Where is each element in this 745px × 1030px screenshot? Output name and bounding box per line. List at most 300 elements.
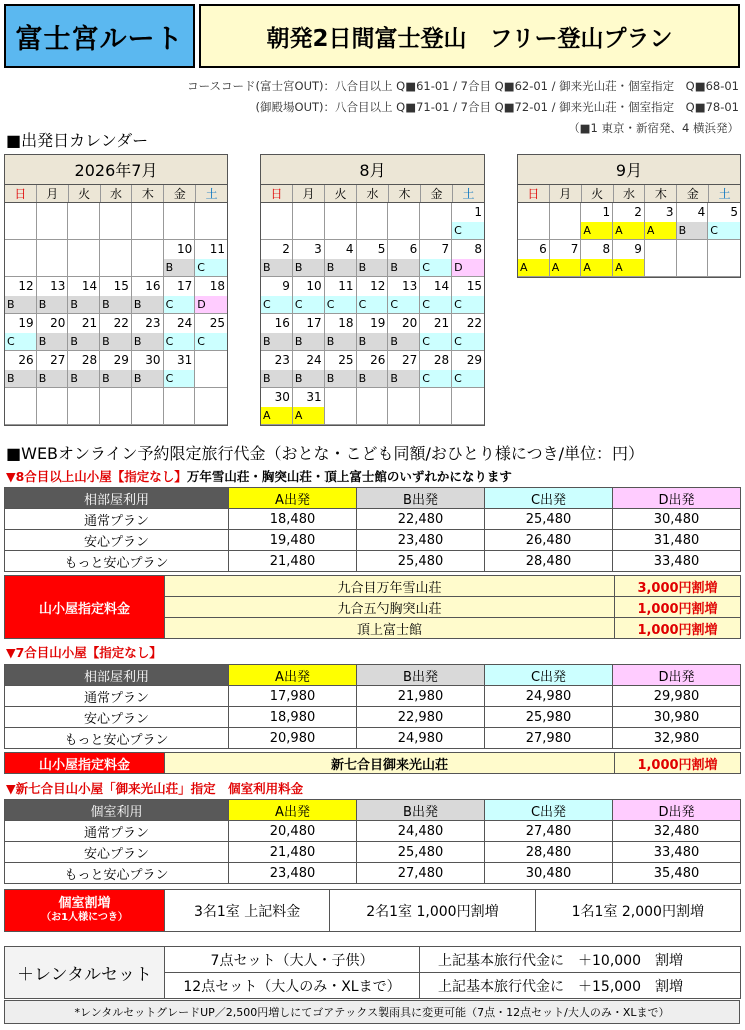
departure-code: B (293, 333, 324, 350)
day-number: 30 (274, 390, 290, 404)
hut-name: 新七合目御来光山荘 (165, 753, 615, 774)
price-cell: 24,480 (357, 821, 485, 842)
hut-name: 九合目万年雪山荘 (165, 576, 615, 597)
calendar-empty-cell (420, 388, 452, 425)
calendar-day[interactable] (357, 351, 389, 388)
departure-code: B (388, 370, 419, 387)
calendar-day[interactable] (420, 351, 452, 388)
calendar-day[interactable] (164, 351, 196, 388)
weekday-label: 水 (357, 185, 389, 202)
day-number: 5 (377, 242, 386, 256)
calendar-day[interactable] (293, 351, 325, 388)
day-number: 2 (634, 205, 642, 219)
calendar-day[interactable] (357, 314, 389, 351)
calendar-empty-cell (68, 240, 100, 277)
day-number: 18 (338, 316, 354, 330)
hut-name: 頂上富士館 (165, 618, 615, 639)
calendar-day[interactable] (195, 240, 227, 277)
departure-code: A (550, 259, 581, 276)
price-cell: 23,480 (229, 863, 357, 884)
surcharge-cell: 2名1室 1,000円割増 (330, 890, 535, 932)
day-number: 7 (441, 242, 450, 256)
departure-code: B (261, 259, 292, 276)
rental-set: 12点セット（大人のみ・XLまで） (165, 973, 420, 999)
rental-price (420, 973, 741, 999)
weekday-label: 金 (677, 185, 709, 202)
hut-fee: 3,000円割増 (615, 576, 741, 597)
price-cell: 18,980 (229, 707, 357, 728)
calendar-empty-cell (37, 388, 69, 425)
day-number: 1 (602, 205, 611, 219)
price-cell: 32,980 (613, 728, 741, 749)
weekday-row (518, 185, 740, 203)
departure-code: A (581, 222, 612, 239)
calendar-day[interactable] (357, 277, 389, 314)
calendar-day[interactable] (452, 351, 484, 388)
weekday-label: 日 (518, 185, 550, 202)
day-number: 9 (282, 279, 290, 293)
course-code-line: （■1 東京・新宿発、4 横浜発） (568, 121, 739, 135)
price-cell: 30,980 (613, 707, 741, 728)
departure-code: C (195, 333, 227, 350)
day-number: 15 (466, 279, 482, 293)
calendar-empty-cell (550, 203, 582, 240)
table-row (5, 686, 741, 707)
calendar-day[interactable] (195, 314, 227, 351)
calendar-empty-cell (132, 240, 164, 277)
departure-code: B (68, 370, 99, 387)
calendar-grid (5, 203, 227, 425)
surcharge-cell: 3名1室 上記料金 (165, 890, 330, 932)
calendar-day[interactable] (293, 314, 325, 351)
col-a: A出発 (229, 800, 357, 821)
calendar-day[interactable] (68, 277, 100, 314)
col-d: D出発 (613, 488, 741, 509)
calendar-day[interactable] (5, 314, 37, 351)
price-cell: 30,480 (485, 863, 613, 884)
day-number: 6 (539, 242, 547, 256)
day-number: 9 (634, 242, 642, 256)
calendar-heading: ■出発日カレンダー (6, 131, 149, 150)
table-row (5, 509, 741, 530)
day-number: 3 (314, 242, 322, 256)
price-cell: 20,980 (229, 728, 357, 749)
departure-code: B (5, 370, 36, 387)
price-cell: 30,480 (613, 509, 741, 530)
col-d: D出発 (613, 665, 741, 686)
departure-code: A (518, 259, 549, 276)
price-cell: 27,480 (485, 821, 613, 842)
calendar-day[interactable] (293, 240, 325, 277)
row-label: もっと安心プラン (5, 863, 229, 884)
day-number: 21 (81, 316, 98, 330)
weekday-label: 木 (132, 185, 164, 202)
departure-code: C (452, 296, 484, 313)
calendar-day[interactable] (261, 351, 293, 388)
departure-code: C (452, 333, 484, 350)
weekday-label: 土 (462, 187, 475, 201)
calendar-day[interactable] (325, 314, 357, 351)
price-cell: 32,480 (613, 821, 741, 842)
calendar-empty-cell (100, 240, 132, 277)
price-cell: 21,980 (357, 686, 485, 707)
section1-note (6, 467, 512, 485)
departure-code: B (100, 370, 131, 387)
calendar-empty-cell (293, 203, 325, 240)
calendar-empty-cell (37, 240, 69, 277)
table-row (5, 707, 741, 728)
table-row (5, 530, 741, 551)
day-number: 18 (209, 279, 225, 293)
calendar-day[interactable] (325, 240, 357, 277)
section1-note-black: 万年雪山荘・胸突山荘・頂上富士館のいずれかになります (186, 469, 512, 484)
calendar-empty-cell (388, 203, 420, 240)
weekday-row (261, 185, 484, 203)
row-label: 安心プラン (5, 530, 229, 551)
price-table-7th (4, 664, 741, 749)
hut-fee-table-8th (4, 575, 741, 639)
hut-fee-table-7th (4, 752, 741, 774)
route-title: 富士宮ルート (4, 4, 195, 68)
weekday-label: 火 (325, 185, 357, 202)
day-number: 28 (433, 353, 450, 367)
calendar-title: 8月 (261, 155, 484, 185)
day-number: 28 (81, 353, 98, 367)
weekday-label: 土 (718, 187, 731, 201)
surcharge-cell: 1名1室 2,000円割増 (535, 890, 740, 932)
section2-note: ▼7合目山小屋【指定なし】 (6, 645, 162, 660)
calendar-day[interactable] (261, 277, 293, 314)
rental-price-value: ＋15,000 割増 (578, 978, 683, 995)
price-cell: 18,480 (229, 509, 357, 530)
calendar-day[interactable] (195, 277, 227, 314)
price-cell: 19,480 (229, 530, 357, 551)
calendar-empty-cell (195, 388, 227, 425)
day-number: 25 (338, 353, 354, 367)
weekday-label: 木 (389, 185, 421, 202)
departure-code: B (293, 370, 324, 387)
price-cell: 25,480 (357, 842, 485, 863)
calendar-empty-cell (325, 388, 357, 425)
price-cell: 29,980 (613, 686, 741, 707)
departure-code: C (420, 370, 451, 387)
calendar-empty-cell (132, 388, 164, 425)
hut-fee: 1,000円割増 (615, 597, 741, 618)
calendar-day[interactable] (37, 314, 69, 351)
calendar-august (260, 154, 485, 426)
weekday-label: 火 (582, 185, 614, 202)
calendar-empty-cell (677, 240, 709, 277)
calendar-day[interactable] (261, 314, 293, 351)
departure-code: B (100, 296, 131, 313)
calendar-day[interactable] (164, 240, 196, 277)
calendar-day[interactable] (164, 277, 196, 314)
calendar-day[interactable] (325, 351, 357, 388)
section3-note: ▼新七合目山小屋「御来光山荘」指定 個室利用料金 (6, 781, 304, 796)
day-number: 4 (345, 242, 354, 256)
departure-code: B (677, 222, 708, 239)
day-number: 3 (665, 205, 674, 219)
departure-code: C (708, 222, 740, 239)
departure-code: B (164, 259, 195, 276)
weekday-label: 日 (5, 185, 37, 202)
weekday-label: 金 (164, 185, 196, 202)
departure-code: B (325, 259, 356, 276)
calendar-empty-cell (325, 203, 357, 240)
calendar-day[interactable] (388, 314, 420, 351)
day-number: 23 (274, 353, 290, 367)
calendar-day[interactable] (5, 277, 37, 314)
calendar-day[interactable] (100, 351, 132, 388)
calendar-title: 9月 (518, 155, 740, 185)
price-cell: 24,980 (357, 728, 485, 749)
day-number: 20 (50, 316, 66, 330)
departure-code: C (164, 296, 195, 313)
price-cell: 17,980 (229, 686, 357, 707)
calendar-day[interactable] (452, 203, 484, 240)
calendar-day[interactable] (293, 388, 325, 425)
calendar-day[interactable] (293, 277, 325, 314)
departure-code: B (261, 370, 292, 387)
course-code-line: (御殿場OUT)：八合目以上 Q■71-01 / 7合目 Q■72-01 / 御来光山荘・個室指定 Q■78-01 (255, 100, 739, 114)
day-number: 10 (177, 242, 193, 256)
table-row (5, 728, 741, 749)
rental-label: ＋レンタルセット (5, 947, 165, 999)
col-d: D出発 (613, 800, 741, 821)
day-number: 14 (433, 279, 450, 293)
price-cell: 27,480 (357, 863, 485, 884)
calendar-day[interactable] (37, 351, 69, 388)
calendar-day[interactable] (357, 240, 389, 277)
day-number: 8 (474, 242, 482, 256)
row-label: 通常プラン (5, 686, 229, 707)
rental-price-value: ＋10,000 割増 (578, 952, 683, 969)
price-cell: 21,480 (229, 551, 357, 572)
day-number: 13 (50, 279, 66, 293)
table-row (5, 821, 741, 842)
day-number: 26 (18, 353, 34, 367)
calendar-day[interactable] (420, 314, 452, 351)
calendar-day[interactable] (645, 203, 677, 240)
weekday-label: 木 (645, 185, 677, 202)
calendar-day[interactable] (132, 314, 164, 351)
departure-code: C (420, 296, 451, 313)
departure-code: B (132, 333, 163, 350)
day-number: 10 (306, 279, 322, 293)
weekday-row (5, 185, 227, 203)
surcharge-label (5, 890, 165, 932)
day-number: 22 (466, 316, 482, 330)
calendar-empty-cell (164, 203, 196, 240)
departure-code: B (357, 333, 388, 350)
day-number: 24 (177, 316, 193, 330)
departure-code: A (261, 407, 292, 424)
calendar-day[interactable] (550, 240, 582, 277)
calendar-day[interactable] (677, 203, 709, 240)
day-number: 21 (433, 316, 450, 330)
table-row (5, 551, 741, 572)
weekday-label: 水 (101, 185, 133, 202)
day-number: 17 (177, 279, 193, 293)
day-number: 19 (18, 316, 34, 330)
departure-code: C (195, 259, 227, 276)
calendar-day[interactable] (68, 351, 100, 388)
calendar-day[interactable] (261, 388, 293, 425)
calendar-empty-cell (68, 203, 100, 240)
calendar-empty-cell (5, 240, 37, 277)
day-number: 31 (306, 390, 322, 404)
departure-code: B (132, 296, 163, 313)
departure-code: C (388, 296, 419, 313)
calendar-day[interactable] (613, 203, 645, 240)
calendar-day[interactable] (708, 203, 740, 240)
departure-code: A (581, 259, 612, 276)
calendar-day[interactable] (5, 351, 37, 388)
calendar-day[interactable] (518, 240, 550, 277)
departure-code: A (645, 222, 676, 239)
row-label: 安心プラン (5, 842, 229, 863)
calendar-day[interactable] (420, 240, 452, 277)
departure-code: C (5, 333, 36, 350)
day-number: 25 (209, 316, 225, 330)
calendar-grid (518, 203, 740, 277)
calendar-day[interactable] (581, 203, 613, 240)
price-heading: ■WEBオンライン予約限定旅行代金（おとな・こども同額/おひとり様につき/単位：円） (6, 444, 645, 463)
calendar-day[interactable] (100, 314, 132, 351)
price-cell: 27,980 (485, 728, 613, 749)
day-number: 27 (50, 353, 66, 367)
footer-note: *レンタルセットグレードUP／2,500円増しにてゴアテックス製雨具に変更可能（7点・12点セット/大人のみ・XLまで） (4, 1000, 740, 1024)
weekday-label: 月 (550, 185, 582, 202)
calendar-grid (261, 203, 484, 425)
row-label: 安心プラン (5, 707, 229, 728)
surcharge-label-main: 個室割増 (58, 895, 111, 911)
calendar-empty-cell (357, 203, 389, 240)
calendar-title: 2026年7月 (5, 155, 227, 185)
departure-code: B (357, 370, 388, 387)
price-cell: 31,480 (613, 530, 741, 551)
row-label: もっと安心プラン (5, 728, 229, 749)
calendar-day[interactable] (452, 277, 484, 314)
departure-code: C (357, 296, 388, 313)
calendar-day[interactable] (452, 314, 484, 351)
calendar-day[interactable] (388, 351, 420, 388)
day-number: 17 (306, 316, 322, 330)
departure-code: B (5, 296, 36, 313)
hut-fee-label: 山小屋指定料金 (5, 753, 165, 774)
price-cell: 35,480 (613, 863, 741, 884)
calendar-day[interactable] (132, 277, 164, 314)
calendar-empty-cell (5, 388, 37, 425)
departure-code: B (325, 370, 356, 387)
calendar-september (517, 154, 741, 278)
calendar-day[interactable] (164, 314, 196, 351)
calendar-day[interactable] (420, 277, 452, 314)
page-header (4, 4, 740, 68)
col-a: A出発 (229, 665, 357, 686)
day-number: 22 (113, 316, 129, 330)
calendar-day[interactable] (261, 240, 293, 277)
departure-code: A (293, 407, 324, 424)
departure-code: A (613, 222, 644, 239)
day-number: 14 (81, 279, 98, 293)
departure-code: B (388, 259, 419, 276)
rental-price (420, 947, 741, 973)
day-number: 6 (409, 242, 418, 256)
calendar-empty-cell (518, 203, 550, 240)
col-c: C出発 (485, 488, 613, 509)
departure-code: B (357, 259, 388, 276)
weekday-label: 日 (261, 185, 293, 202)
hut-name: 九合五勺胸突山荘 (165, 597, 615, 618)
rental-set: 7点セット（大人・子供） (165, 947, 420, 973)
day-number: 31 (177, 353, 193, 367)
day-number: 24 (306, 353, 322, 367)
departure-code: B (325, 333, 356, 350)
calendar-day[interactable] (325, 277, 357, 314)
calendar-day[interactable] (37, 277, 69, 314)
departure-code: C (293, 296, 324, 313)
calendar-day[interactable] (68, 314, 100, 351)
departure-code: C (420, 259, 451, 276)
price-cell: 28,480 (485, 842, 613, 863)
table-header-room: 相部屋利用 (5, 488, 229, 509)
col-b: B出発 (357, 665, 485, 686)
weekday-label: 土 (205, 187, 218, 201)
calendar-day[interactable] (613, 240, 645, 277)
calendar-empty-cell (645, 240, 677, 277)
price-table-8th (4, 487, 741, 572)
departure-code: B (37, 296, 68, 313)
day-number: 1 (474, 205, 482, 219)
departure-code: B (100, 333, 131, 350)
departure-code: D (452, 259, 484, 276)
calendar-day[interactable] (388, 240, 420, 277)
row-label: 通常プラン (5, 509, 229, 530)
day-number: 2 (282, 242, 290, 256)
day-number: 30 (145, 353, 161, 367)
private-surcharge-table (4, 889, 741, 932)
rental-table (4, 946, 741, 999)
price-cell: 22,980 (357, 707, 485, 728)
calendar-day[interactable] (132, 351, 164, 388)
calendar-empty-cell (452, 388, 484, 425)
hut-fee: 1,000円割増 (615, 753, 741, 774)
calendar-day[interactable] (452, 240, 484, 277)
plan-title: 朝発2日間富士登山 フリー登山プラン (199, 4, 740, 68)
calendar-empty-cell (195, 351, 227, 388)
departure-code: B (388, 333, 419, 350)
departure-code: B (68, 333, 99, 350)
calendar-empty-cell (357, 388, 389, 425)
price-cell: 20,480 (229, 821, 357, 842)
weekday-label: 月 (293, 185, 325, 202)
rental-price-prefix: 上記基本旅行代金に (438, 952, 564, 969)
weekday-label: 火 (69, 185, 101, 202)
departure-code: C (452, 370, 484, 387)
departure-code: C (420, 333, 451, 350)
day-number: 27 (402, 353, 418, 367)
day-number: 20 (402, 316, 418, 330)
day-number: 4 (697, 205, 706, 219)
calendar-day[interactable] (388, 277, 420, 314)
col-c: C出発 (485, 665, 613, 686)
calendar-empty-cell (388, 388, 420, 425)
price-cell: 22,480 (357, 509, 485, 530)
weekday-label: 金 (421, 185, 453, 202)
calendar-day[interactable] (100, 277, 132, 314)
calendar-day[interactable] (581, 240, 613, 277)
